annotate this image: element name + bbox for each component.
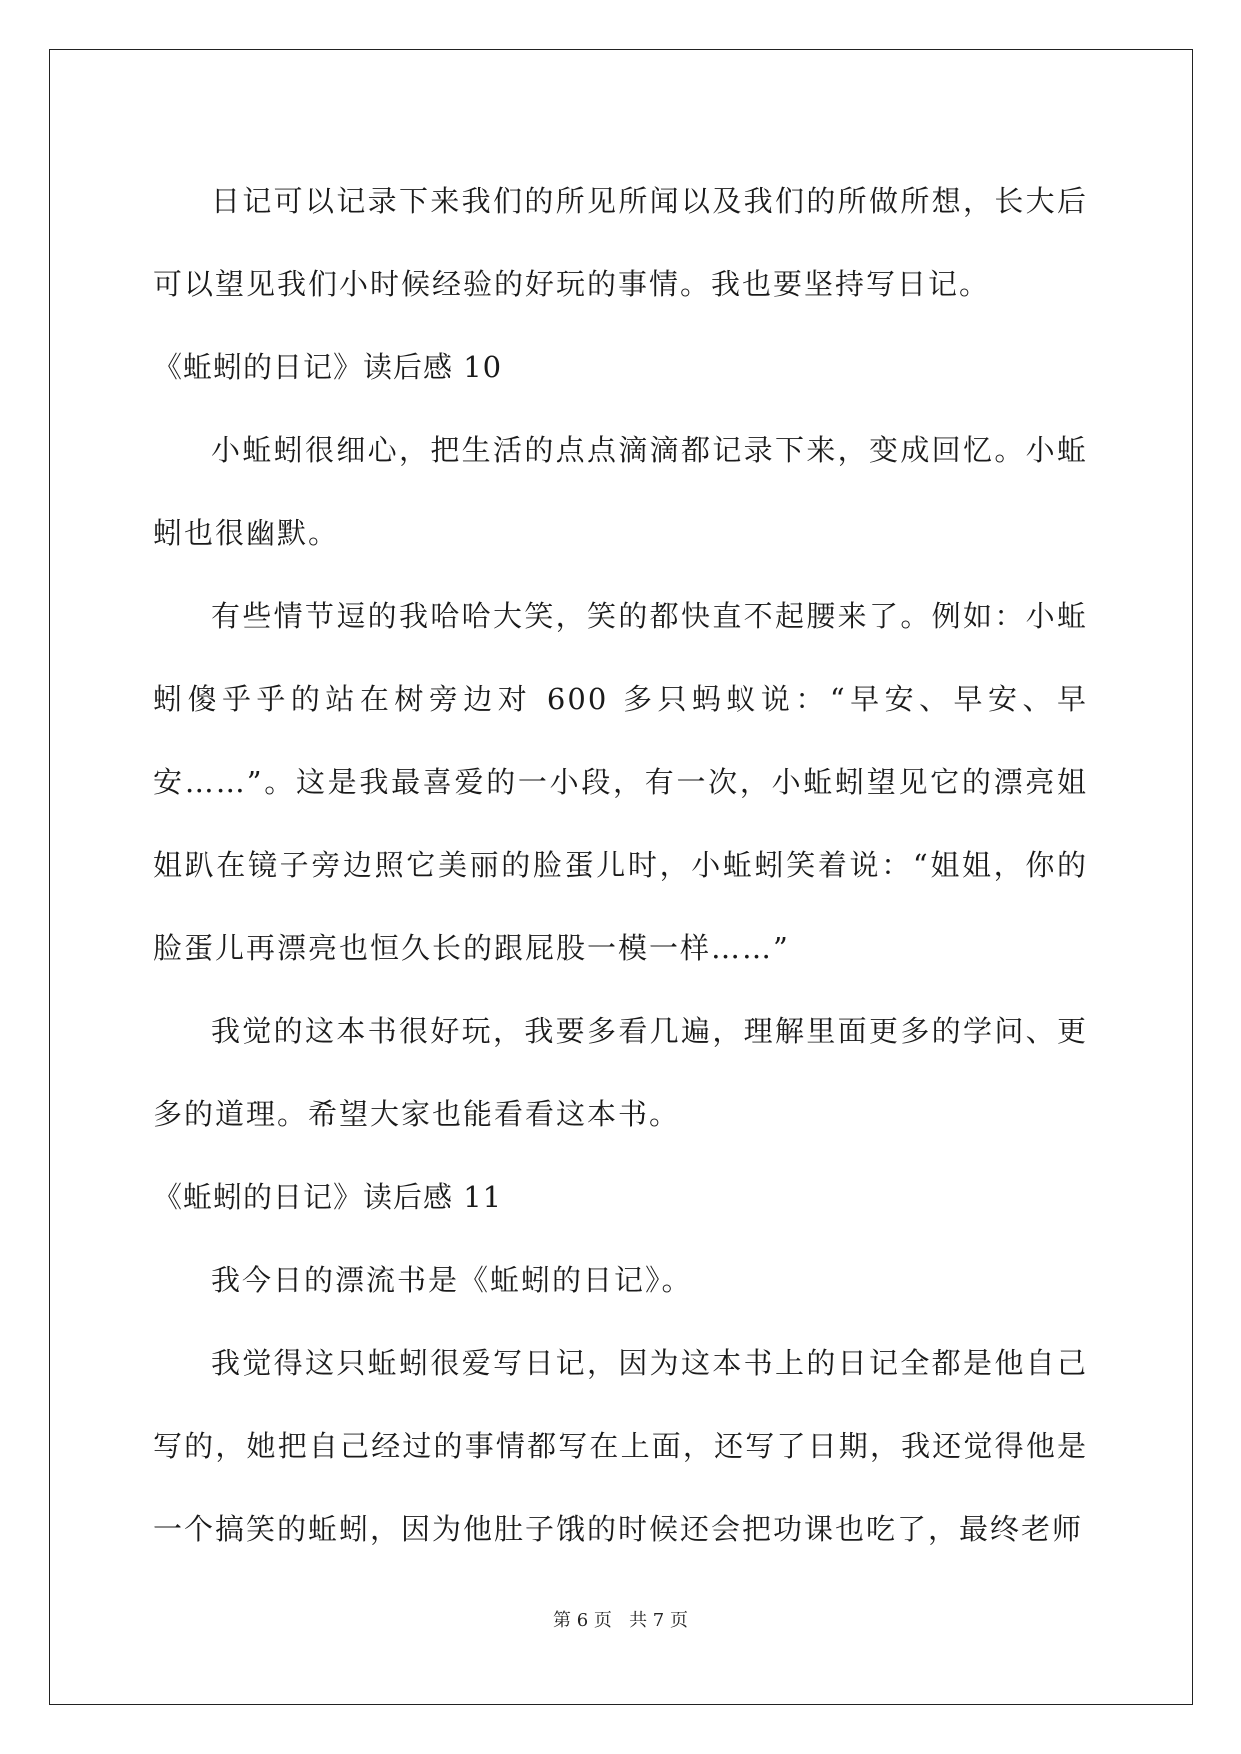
- paragraph-2: 小蚯蚓很细心，把生活的点点滴滴都记录下来，变成回忆。小蚯蚓也很幽默。: [153, 433, 1088, 550]
- paragraph-6: 我觉得这只蚯蚓很爱写日记，因为这本书上的日记全都是他自己写的，她把自己经过的事情都写在上面，还写了日期，我还觉得他是一个搞笑的蚯蚓，因为他肚子饿的时候还会把功课也吃了，最终老师: [153, 1346, 1088, 1546]
- paragraph-4: 我觉的这本书很好玩，我要多看几遍，理解里面更多的学问、更多的道理。希望大家也能看看这本书。: [153, 1014, 1088, 1131]
- paragraph-5: 我今日的漂流书是《蚯蚓的日记》。: [211, 1263, 693, 1297]
- paragraph-1: 日记可以记录下来我们的所见所闻以及我们的所做所想，长大后可以望见我们小时候经验的好玩的事情。我也要坚持写日记。: [153, 184, 1088, 301]
- page-number: 第 6 页: [553, 1610, 612, 1631]
- section-heading-10: 《蚯蚓的日记》读后感 10: [153, 350, 503, 384]
- paragraph-3: 有些情节逗的我哈哈大笑，笑的都快直不起腰来了。例如：小蚯蚓傻乎乎的站在树旁边对 600 多只蚂蚁说：“早安、早安、早安……”。这是我最喜爱的一小段，有一次，小蚯蚓望见它的漂亮姐姐趴在镜子旁边照它美丽的脸蛋儿时，小蚯蚓笑着说：“姐姐，你的脸蛋儿再漂亮也恒久长的跟屁股一模一样……”: [153, 599, 1088, 965]
- section-heading-11: 《蚯蚓的日记》读后感 11: [153, 1180, 503, 1214]
- document-body: [153, 160, 1088, 1571]
- page-total: 共 7 页: [629, 1610, 688, 1631]
- page-footer: [0, 1606, 1241, 1632]
